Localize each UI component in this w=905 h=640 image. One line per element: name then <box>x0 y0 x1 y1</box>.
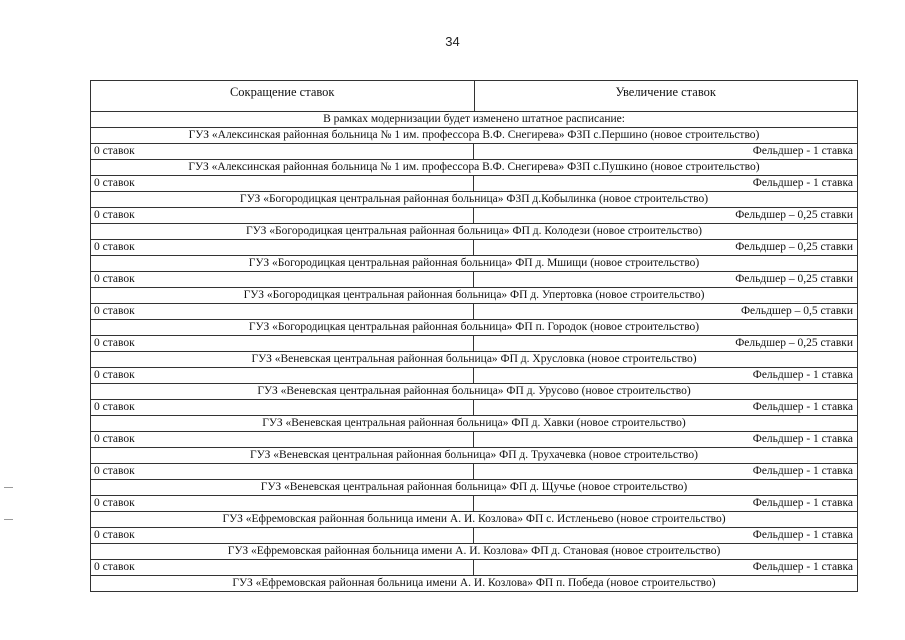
reduction-value: 0 ставок <box>91 240 474 255</box>
table-row <box>91 528 857 544</box>
table-row <box>91 176 857 192</box>
table-row <box>91 144 857 160</box>
increase-value: Фельдшер - 1 ставка <box>752 529 853 541</box>
table-row <box>91 432 857 448</box>
facility-title-row: ГУЗ «Веневская центральная районная больница» ФП д. Трухачевка (новое строительство) <box>91 448 857 464</box>
facility-title-row: ГУЗ «Алексинская районная больница № 1 им. профессора В.Ф. Снегирева» ФЗП с.Пушкино (новое строительство) <box>91 160 857 176</box>
reduction-value: 0 ставок <box>91 176 474 191</box>
table-row <box>91 400 857 416</box>
table-row <box>91 496 857 512</box>
facility-title-row: ГУЗ «Богородицкая центральная районная больница» ФП п. Городок (новое строительство) <box>91 320 857 336</box>
table-row <box>91 464 857 480</box>
reduction-value: 0 ставок <box>91 400 474 415</box>
facility-title-row: ГУЗ «Веневская центральная районная больница» ФП д. Хрусловка (новое строительство) <box>91 352 857 368</box>
margin-mark <box>4 487 13 488</box>
page-number: 34 <box>445 34 460 49</box>
reduction-value: 0 ставок <box>91 528 474 543</box>
table-row <box>91 560 857 576</box>
reduction-value: 0 ставок <box>91 496 474 511</box>
increase-value: Фельдшер – 0,25 ставки <box>735 241 853 253</box>
increase-value: Фельдшер - 1 ставка <box>752 497 853 509</box>
facility-title-row: ГУЗ «Ефремовская районная больница имени А. И. Козлова» ФП д. Становая (новое строительство) <box>91 544 857 560</box>
table-row <box>91 368 857 384</box>
table-intro: В рамках модернизации будет изменено штатное расписание: <box>91 112 857 128</box>
facility-title-row: ГУЗ «Богородицкая центральная районная больница» ФП д. Упертовка (новое строительство) <box>91 288 857 304</box>
facility-title-row: ГУЗ «Веневская центральная районная больница» ФП д. Щучье (новое строительство) <box>91 480 857 496</box>
increase-value: Фельдшер - 1 ставка <box>752 145 853 157</box>
facility-title-row: ГУЗ «Веневская центральная районная больница» ФП д. Урусово (новое строительство) <box>91 384 857 400</box>
reduction-value: 0 ставок <box>91 432 474 447</box>
facility-title-row: ГУЗ «Ефремовская районная больница имени А. И. Козлова» ФП п. Победа (новое строительство) <box>232 577 716 589</box>
facility-title-row: ГУЗ «Богородицкая центральная районная больница» ФЗП д.Кобылинка (новое строительство) <box>91 192 857 208</box>
facility-title-row: ГУЗ «Ефремовская районная больница имени А. И. Козлова» ФП с. Истленьево (новое строительство) <box>91 512 857 528</box>
increase-value: Фельдшер - 1 ставка <box>752 369 853 381</box>
increase-value: Фельдшер – 0,25 ставки <box>735 273 853 285</box>
reduction-value: 0 ставок <box>91 144 474 159</box>
reduction-value: 0 ставок <box>91 336 474 351</box>
facility-title-row: ГУЗ «Богородицкая центральная районная больница» ФП д. Колодези (новое строительство) <box>91 224 857 240</box>
increase-value: Фельдшер – 0,5 ставки <box>740 305 853 317</box>
facility-title-row: ГУЗ «Веневская центральная районная больница» ФП д. Хавки (новое строительство) <box>91 416 857 432</box>
increase-value: Фельдшер - 1 ставка <box>752 433 853 445</box>
table-row <box>91 272 857 288</box>
header-reduction: Сокращение ставок <box>91 81 475 111</box>
increase-value: Фельдшер - 1 ставка <box>752 561 853 573</box>
reduction-value: 0 ставок <box>91 208 474 223</box>
reduction-value: 0 ставок <box>91 560 474 575</box>
reduction-value: 0 ставок <box>91 464 474 479</box>
table-row <box>91 240 857 256</box>
increase-value: Фельдшер - 1 ставка <box>752 177 853 189</box>
increase-value: Фельдшер – 0,25 ставки <box>735 337 853 349</box>
table-header-row <box>91 81 857 112</box>
table-body <box>91 128 857 591</box>
table-row <box>91 336 857 352</box>
facility-title-row: ГУЗ «Алексинская районная больница № 1 им. профессора В.Ф. Снегирева» ФЗП с.Першино (новое строительство) <box>91 128 857 144</box>
increase-value: Фельдшер – 0,25 ставки <box>735 209 853 221</box>
table-row <box>91 208 857 224</box>
reduction-value: 0 ставок <box>91 304 474 319</box>
facility-title-row: ГУЗ «Богородицкая центральная районная больница» ФП д. Мшищи (новое строительство) <box>91 256 857 272</box>
staffing-table <box>90 80 858 592</box>
header-increase: Увеличение ставок <box>615 85 716 99</box>
table-row <box>91 304 857 320</box>
margin-mark <box>4 519 13 520</box>
reduction-value: 0 ставок <box>91 272 474 287</box>
increase-value: Фельдшер - 1 ставка <box>752 401 853 413</box>
reduction-value: 0 ставок <box>91 368 474 383</box>
increase-value: Фельдшер - 1 ставка <box>752 465 853 477</box>
